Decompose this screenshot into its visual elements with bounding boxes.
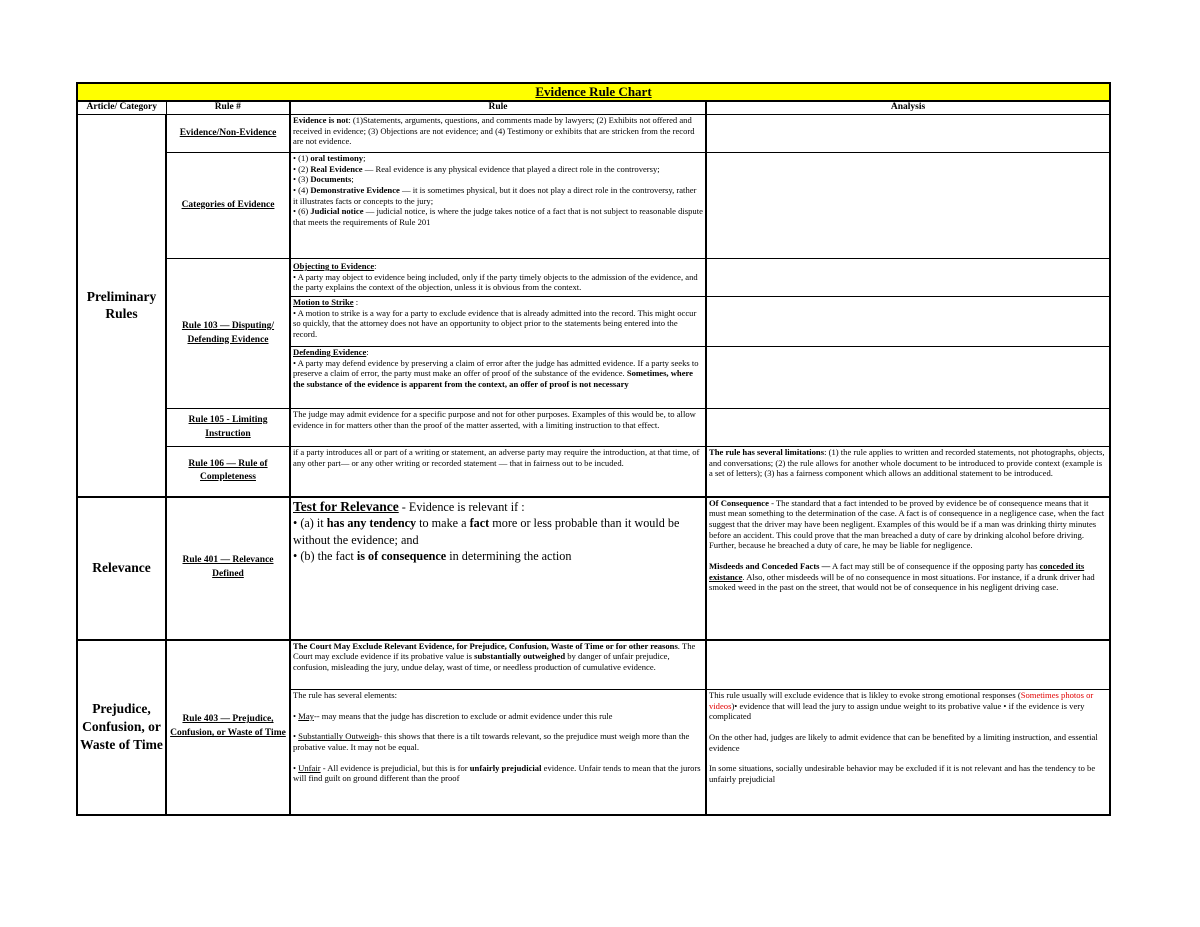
header-rule: Rule	[290, 101, 706, 115]
defending-heading: Defending Evidence	[293, 347, 367, 358]
category-relevance: Relevance	[77, 497, 166, 640]
rule-text-103-objecting: Objecting to Evidence: • A party may object to evidence being included, only if the party timely objects to the admission of the evidence, and the party explains the context of the objection, unless it is obvious from the context.	[290, 259, 706, 297]
rule-text-403-intro: The Court May Exclude Relevant Evidence, for Prejudice, Confusion, Waste of Time or for other reasons. The Court may exclude evidence if its probative value is substantially outweighed by danger of unfair prejudice, confusion, misleading the jury, undue delay, wast of time, or needless production of cumulative evidence.	[290, 640, 706, 690]
rule-name-evidence: Evidence/Non-Evidence	[166, 115, 290, 153]
header-article: Article/ Category	[77, 101, 166, 115]
element-may: • May-- may means that the judge has discretion to exclude or admit evidence under this rule	[293, 710, 613, 721]
rule-text-403-elements	[290, 690, 706, 815]
rule-name-103: Rule 103 — Disputing/ Defending Evidence	[166, 259, 290, 409]
objecting-heading: Objecting to Evidence	[293, 261, 375, 272]
rule-text-105: The judge may admit evidence for a specific purpose and not for other purposes. Examples of this would be, to allow evidence in for matters other than the proof of the matter asserted, with a limiting instruction to that effect.	[290, 409, 706, 447]
rule-text-evidence	[290, 115, 706, 153]
exclude-heading: The Court May Exclude Relevant Evidence, for Prejudice, Confusion, Waste of Time or for other reasons	[293, 640, 678, 651]
analysis-106	[706, 447, 1110, 497]
chart-title: Evidence Rule Chart	[77, 83, 1110, 101]
consequence-text: - The standard that a fact intended to be proved by evidence be of consequence means that it must mean something to the determination of the case. A fact is of consequence in a negligence case, when the fact suggest that the driver may have been negligent. Examples of this would be if a man was drinking thirty minutes before an accident. This could prove that the man breached a duty of care by drinking alcohol before driving. Further, because he breached a duty of care, he may be liable for negligence.	[709, 497, 1105, 551]
misdeeds-lead: Misdeeds and Conceded Facts —	[709, 560, 831, 571]
analysis-403	[706, 690, 1110, 815]
rule-name-105: Rule 105 - Limiting Instruction	[166, 409, 290, 447]
substantially-outweighed: substantially outweighed	[474, 651, 566, 662]
analysis-403-intro	[706, 640, 1110, 690]
rule-text-categories	[290, 153, 706, 259]
analysis-103-objecting	[706, 259, 1110, 297]
elements-intro: The rule has several elements:	[293, 690, 398, 701]
category-item-3: • (3) Documents;	[293, 174, 354, 185]
evidence-body: : (1)Statements, arguments, questions, and comments made by lawyers; (2) Exhibits not offered and received in evidence; (3) Objections are not evidence; and (4) Testimony or exhibits that are stricken from the record are not evidence.	[293, 115, 695, 147]
rule-text-103-motion: Motion to Strike : • A motion to strike is a way for a party to exclude evidence that is already admitted into the record. This might occur so quickly, that the attorney does not have an opportunity to object prior to the statements being entered into the record.	[290, 297, 706, 347]
relevance-item-a: • (a) it has any tendency to make a fact more or less probable than it would be without the evidence; and	[293, 516, 680, 547]
objecting-text: • A party may object to evidence being included, only if the party timely objects to the admission of the evidence, and the party explains the context of the objection, unless it is obvious from the context.	[293, 271, 698, 293]
rule-name-categories: Categories of Evidence	[166, 153, 290, 259]
relevance-test-text: - Evidence is relevant if :	[398, 499, 525, 514]
rule-name-401: Rule 401 — Relevance Defined	[166, 497, 290, 640]
category-item-2: • (2) Real Evidence — Real evidence is any physical evidence that played a direct role in the controversy;	[293, 163, 660, 174]
analysis-105	[706, 409, 1110, 447]
consequence-lead: Of Consequence	[709, 497, 769, 508]
category-prejudice: Prejudice, Confusion, or Waste of Time	[77, 640, 166, 815]
defending-bold: Sometimes, where the substance of the evidence is apparent from the context, an offer of proof is not necessary	[293, 368, 693, 390]
rule-text-106: if a party introduces all or part of a writing or statement, an adverse party may require the introduction, at that time, of any other part— or any other writing or recorded statement — that in fairness out to be incuded.	[290, 447, 706, 497]
defending-text: • A party may defend evidence by preserving a claim of error after the judge has admitted evidence. If a party seeks to preserve a claim of error, the party must make an offer of proof of the substance of the evidence.	[293, 357, 699, 379]
element-substantially-outweigh: • Substantially Outweigh- this shows that there is a tilt towards relevant, so the prejudice must weigh more than the probative value. It may not be equal.	[293, 731, 690, 753]
rule-text-401	[290, 497, 706, 640]
relevance-item-b: • (b) the fact is of consequence in determining the action	[293, 548, 572, 563]
analysis-401: Of Consequence - The standard that a fact intended to be proved by evidence be of consequence means that it must mean something to the determination of the case. A fact is of consequence in a negligence case, when the fact suggest that the driver may have been negligent. Examples of this would be if a man was drinking thirty minutes before an accident. This could prove that the man breached a duty of care by drinking alcohol before driving. Further, because he breached a duty of care, he may be liable for negligence. Misdeeds and Conceded Facts — A fact may still be of consequence if the opposing party has conceded its existance. Also, other misdeeds will be of no consequence in most situations. For instance, if a drunk driver had smoked weed in the past on the street, that would not be of consequence in his negligent driving case.	[706, 497, 1110, 640]
motion-heading: Motion to Strike	[293, 297, 354, 308]
analysis-evidence	[706, 115, 1110, 153]
category-preliminary-rules: Preliminary Rules	[77, 115, 166, 497]
motion-text: • A motion to strike is a way for a party to exclude evidence that is already admitted into the record. This might occur so quickly, that the attorney does not have an opportunity to object prior to the statements being entered into the record.	[293, 307, 697, 340]
limitations-text: : (1) the rule applies to written and recorded statements, not photographs, objects, and conversations; (2) the rule allows for another whole document to be introduced to provide context (example is a set of letters); (3) has a fairness component which allows an additional statement to be introduced.	[709, 447, 1105, 479]
category-item-5: • (6) Judicial notice — judicial notice, is where the judge takes notice of a fact that is not subject to reasonable dispute that meets the requirements of Rule 201	[293, 206, 703, 228]
rule-table	[76, 82, 1111, 816]
rule-name-106: Rule 106 — Rule of Completeness	[166, 447, 290, 497]
category-item-4: • (4) Demonstrative Evidence — it is sometimes physical, but it does not play a direct role in the controversy, rather it illustrates facts or concepts to the jury;	[293, 185, 697, 206]
element-unfair: • Unfair - All evidence is prejudicial, but this is for unfairly prejudicial evidence. Unfair tends to mean that the jurors will find guilt on ground different than the proof	[293, 762, 701, 784]
rule-name-403: Rule 403 — Prejudice, Confusion, or Waste of Time	[166, 640, 290, 815]
analysis-403-socially-undesirable: In some situations, socially undesirable behavior may be excluded if it is not relevant and has the tendency to be unfairly prejudicial	[709, 763, 1096, 785]
photos-videos-note: Sometimes photos or videos	[709, 690, 1094, 711]
header-analysis: Analysis	[706, 101, 1110, 115]
evidence-lead: Evidence is not	[293, 115, 349, 126]
limitations-lead: The rule has several limitations	[709, 447, 825, 458]
conceded-existence: conceded its existance	[709, 560, 1085, 582]
evidence-rule-chart	[76, 82, 1109, 816]
analysis-103-motion	[706, 297, 1110, 347]
analysis-403-emotional: This rule usually will exclude evidence that is likley to evoke strong emotional responses (Sometimes photos or videos)• evidence that will lead the jury to assign undue weight to its probative value • if the evidence is very complicated	[709, 690, 1094, 722]
analysis-categories	[706, 153, 1110, 259]
header-rule-number: Rule #	[166, 101, 290, 115]
analysis-103-defending	[706, 347, 1110, 409]
relevance-test-heading: Test for Relevance	[293, 498, 399, 514]
rule-text-103-defending: Defending Evidence: • A party may defend evidence by preserving a claim of error after the judge has admitted evidence. If a party seeks to preserve a claim of error, the party must make an offer of proof of the substance of the evidence. Sometimes, where the substance of the evidence is apparent from the context, an offer of proof is not necessary	[290, 347, 706, 409]
analysis-403-limiting: On the other had, judges are likely to admit evidence that can be benefited by a limiting instruction, and essential evidence	[709, 732, 1098, 753]
category-item-1: • (1) oral testimony;	[293, 153, 366, 164]
